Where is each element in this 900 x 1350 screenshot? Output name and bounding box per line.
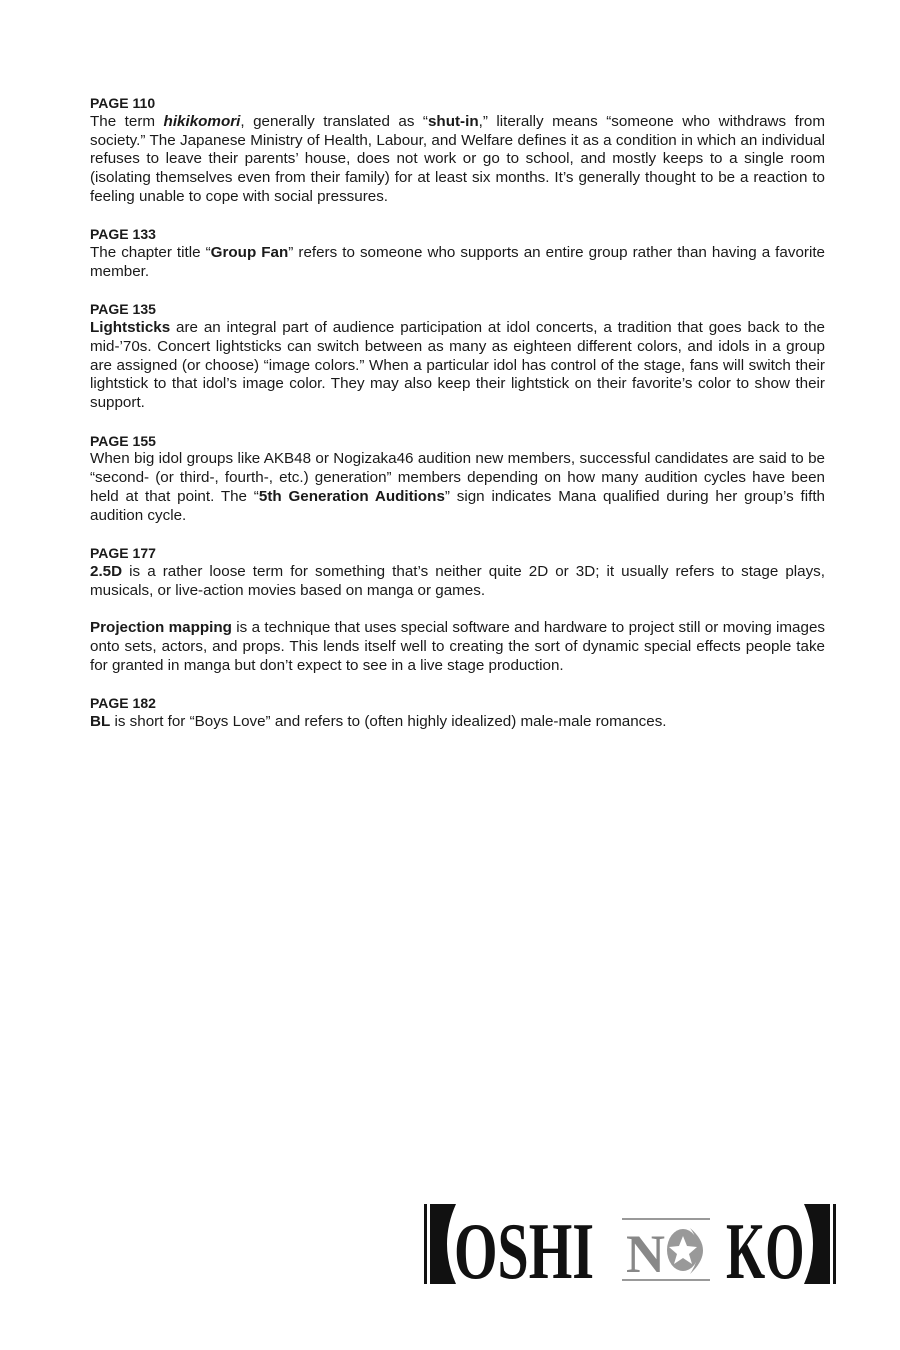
note-paragraph [90, 113, 825, 207]
page-heading: PAGE 182 [90, 695, 156, 711]
page-heading: PAGE 135 [90, 301, 156, 318]
note-paragraph [90, 244, 825, 282]
text-run: ” sign indicates Mana qualified during her group’s fifth audition cycle. [90, 487, 825, 524]
oshi-no-ko-logo [424, 1198, 836, 1288]
note-block [90, 432, 825, 526]
logo-word-ko: KO [726, 1207, 805, 1288]
note-block [90, 94, 825, 207]
bold-term: hikikomori [163, 112, 241, 130]
text-run: is short for “Boys Love” and refers to (often highly idealized) male-male romances. [110, 712, 667, 730]
text-run: , generally translated as “ [240, 112, 428, 130]
text-run: ,” literally means “someone who withdraws from society.” The Japanese Ministry of Health, Labour, and Welfare defines it as a condition in which an individual refuses to leave their parents’ house, does not work or go to school, and mostly keeps to a single room (isolating themselves even from their family) for at least six months. It’s generally thought to be a reaction to feeling unable to cope with social pressures. [90, 112, 825, 205]
text-run: are an integral part of audience participation at idol concerts, a tradition that goes back to the mid-’70s. Concert lightsticks can switch between as many as eighteen different colors, and idols in a group are assigned (or choose) “image colors.” When a particular idol has control of the stage, fans will switch their lightstick to that idol’s image color. They may also keep their lightstick on their favorite’s color to show their support. [90, 319, 825, 411]
page-heading: PAGE 110 [90, 95, 156, 111]
logo-letter-n: N [626, 1224, 665, 1284]
logo-word-oshi: OSHI [454, 1206, 595, 1288]
bold-term: Projection mapping [90, 619, 232, 636]
note-paragraph [90, 619, 825, 675]
bold-term: Lightsticks [90, 319, 171, 336]
bold-term: 2.5D [90, 562, 123, 580]
logo-bar-left [424, 1204, 427, 1284]
note-block [90, 544, 825, 675]
text-run: When big idol groups like AKB48 or Nogizaka46 audition new members, successful candidates are said to be “second- (or third-, fourth-, etc.) generation” members depending on how many audition cycles have been held at that point. The “ [90, 450, 825, 505]
note-block [90, 694, 825, 732]
page-heading: PAGE 133 [90, 226, 156, 243]
bold-term: BL [90, 712, 111, 730]
page-heading: PAGE 155 [90, 432, 156, 449]
note-block [90, 225, 825, 281]
translation-notes [90, 94, 825, 750]
page-heading: PAGE 177 [90, 545, 156, 561]
note-block [90, 300, 825, 413]
text-run: The term [90, 112, 164, 130]
logo-bracket-right [804, 1204, 830, 1284]
bold-term: shut-in [427, 112, 479, 130]
logo-bracket-left [430, 1204, 456, 1284]
note-paragraph [90, 563, 825, 601]
note-paragraph [90, 319, 825, 413]
bold-term: 5th Generation Auditions [258, 487, 445, 505]
text-run: is a technique that uses special software and hardware to project still or moving images onto sets, actors, and props. This lends itself well to creating the sort of dynamic special effects people take for granted in manga but don’t expect to see in a live stage production. [90, 619, 825, 674]
note-paragraph [90, 450, 825, 525]
text-run: is a rather loose term for something that’s neither quite 2D or 3D; it usually refers to stage plays, musicals, or live-action movies based on manga or games. [90, 562, 825, 599]
logo-bar-right [833, 1204, 836, 1284]
text-run: ” refers to someone who supports an entire group rather than having a favorite member. [90, 244, 825, 280]
text-run: The chapter title “ [90, 244, 211, 261]
bold-term: Group Fan [210, 244, 289, 261]
note-paragraph [90, 713, 825, 732]
